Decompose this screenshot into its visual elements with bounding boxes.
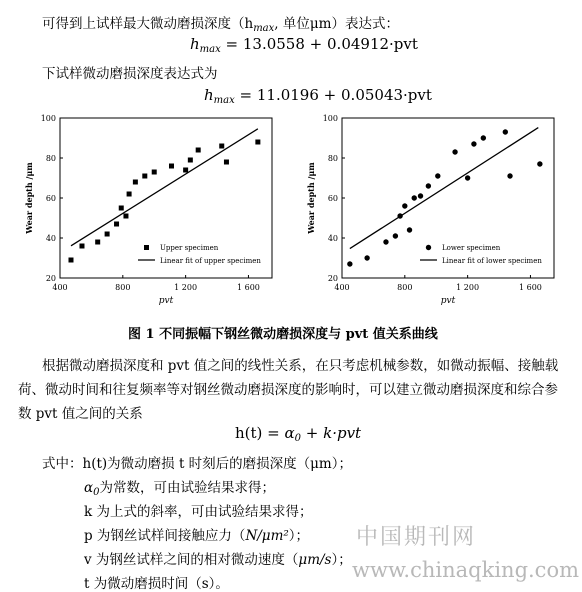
equation-general (235, 424, 361, 444)
data-point (435, 173, 440, 178)
unit: N/μm² (245, 528, 289, 544)
eq-subscript: max (213, 95, 235, 106)
data-point (79, 244, 84, 249)
definition-text: 为常数，可由试验结果求得； (99, 480, 275, 496)
data-point (133, 180, 138, 185)
y-tick-label: 40 (327, 234, 338, 243)
y-axis-label: Wear depth /μm (24, 162, 34, 234)
x-tick-label: 1 200 (174, 283, 198, 292)
alpha-symbol: α (84, 480, 94, 496)
legend-label: Upper specimen (160, 244, 219, 252)
y-tick-label: 60 (45, 194, 56, 203)
data-point (347, 261, 352, 266)
fit-line (71, 129, 258, 246)
definition-k: k 为上式的斜率，可由试验结果求得； (84, 504, 313, 520)
eq-rhs: = 11.0196 + 0.05043·pvt (234, 86, 432, 104)
x-tick-label: 1 200 (456, 283, 480, 292)
y-axis-label: Wear depth /μm (306, 162, 316, 234)
equation-lower (204, 86, 432, 106)
data-point (169, 164, 174, 169)
data-point (114, 222, 119, 227)
data-point (407, 227, 412, 232)
legend-marker (144, 245, 149, 250)
data-point (402, 203, 407, 208)
x-tick-label: 400 (52, 283, 68, 292)
eq-alpha: α (284, 424, 295, 442)
definition-t: t 为微动磨损时间（s）。 (84, 576, 229, 592)
eq-subscript: 0 (294, 433, 302, 444)
data-point (465, 175, 470, 180)
watermark-cn: 中国期刊网 (356, 525, 477, 550)
y-tick-label: 20 (327, 274, 338, 283)
plot-frame (60, 118, 272, 278)
plot-frame (342, 118, 554, 278)
definition-p (84, 524, 309, 544)
data-point (219, 144, 224, 149)
fit-line (350, 128, 538, 249)
x-tick-label: 400 (334, 283, 350, 292)
data-point (397, 213, 402, 218)
legend-label: Linear fit of lower specimen (442, 257, 542, 265)
data-point (503, 129, 508, 134)
legend-label: Lower specimen (442, 244, 501, 252)
data-point (255, 140, 260, 145)
lower-specimen-chart (300, 108, 570, 308)
data-point (142, 174, 147, 179)
figure-caption: 图 1 不同振幅下钢丝微动磨损深度与 pvt 值关系曲线 (128, 327, 438, 342)
eq-rest: + k·pvt (301, 424, 362, 442)
data-point (224, 160, 229, 165)
x-tick-label: 800 (115, 283, 131, 292)
data-point (481, 135, 486, 140)
data-point (418, 193, 423, 198)
data-point (183, 168, 188, 173)
watermark-url: www.chinaqking.com (352, 558, 580, 582)
y-tick-label: 60 (327, 194, 338, 203)
definition-alpha (84, 476, 275, 498)
unit: μm/s (298, 552, 332, 568)
paragraph-line-1: 根据微动磨损深度和 pvt 值之间的线性关系，在只考虑机械参数，如微动振幅、接触载 (42, 358, 559, 374)
eq-lhs: h(t) = (235, 424, 285, 442)
data-point (119, 206, 124, 211)
data-point (507, 173, 512, 178)
paragraph-line-3: 数 pvt 值之间的关系 (18, 406, 143, 422)
legend-label: Linear fit of upper specimen (160, 257, 261, 265)
y-tick-label: 80 (327, 154, 338, 163)
data-point (123, 214, 128, 219)
data-point (393, 233, 398, 238)
data-point (471, 141, 476, 146)
eq-subscript: max (199, 44, 221, 55)
data-point (452, 149, 457, 154)
paragraph-line-2: 荷、微动时间和往复频率等对钢丝微动磨损深度的影响时，可以建立微动磨损深度和综合参 (18, 382, 558, 398)
x-axis-label: pvt (440, 296, 456, 306)
x-tick-label: 800 (397, 283, 413, 292)
eq-var: h (204, 86, 214, 104)
data-point (383, 239, 388, 244)
definition-text: p 为钢丝试样间接触应力（ (84, 528, 246, 544)
definition-text: v 为钢丝试样之间的相对微动速度（ (84, 552, 299, 568)
intro-line-lower: 下试样微动磨损深度表达式为 (42, 66, 218, 82)
data-point (537, 161, 542, 166)
equation-upper (190, 35, 418, 55)
data-point (426, 183, 431, 188)
y-tick-label: 20 (45, 274, 56, 283)
intro-text: 可得到上试样最大微动磨损深度（h (42, 16, 254, 32)
x-axis-label: pvt (158, 296, 174, 306)
x-tick-label: 1 600 (518, 283, 542, 292)
subscript: 0 (93, 487, 100, 498)
y-tick-label: 80 (45, 154, 56, 163)
data-point (412, 195, 417, 200)
intro-line-upper (42, 12, 399, 34)
definition-v (84, 548, 352, 568)
data-point (188, 158, 193, 163)
data-point (127, 192, 132, 197)
y-tick-label: 100 (40, 114, 56, 123)
data-point (364, 255, 369, 260)
data-point (68, 258, 73, 263)
y-tick-label: 40 (45, 234, 56, 243)
data-point (196, 148, 201, 153)
data-point (152, 170, 157, 175)
x-tick-label: 1 600 (236, 283, 260, 292)
legend-marker (426, 245, 431, 250)
data-point (105, 232, 110, 237)
eq-var: h (190, 35, 200, 53)
y-tick-label: 100 (322, 114, 338, 123)
intro-tail: , 单位μm）表达式： (274, 16, 399, 32)
eq-rhs: = 13.0558 + 0.04912·pvt (220, 35, 418, 53)
definition-tail: ）； (288, 528, 310, 544)
definition-h: 式中：h(t)为微动磨损 t 时刻后的磨损深度（μm）； (42, 456, 352, 472)
subscript: max (253, 23, 275, 34)
definition-tail: ）； (331, 552, 352, 568)
upper-specimen-chart (18, 108, 288, 308)
data-point (95, 240, 100, 245)
